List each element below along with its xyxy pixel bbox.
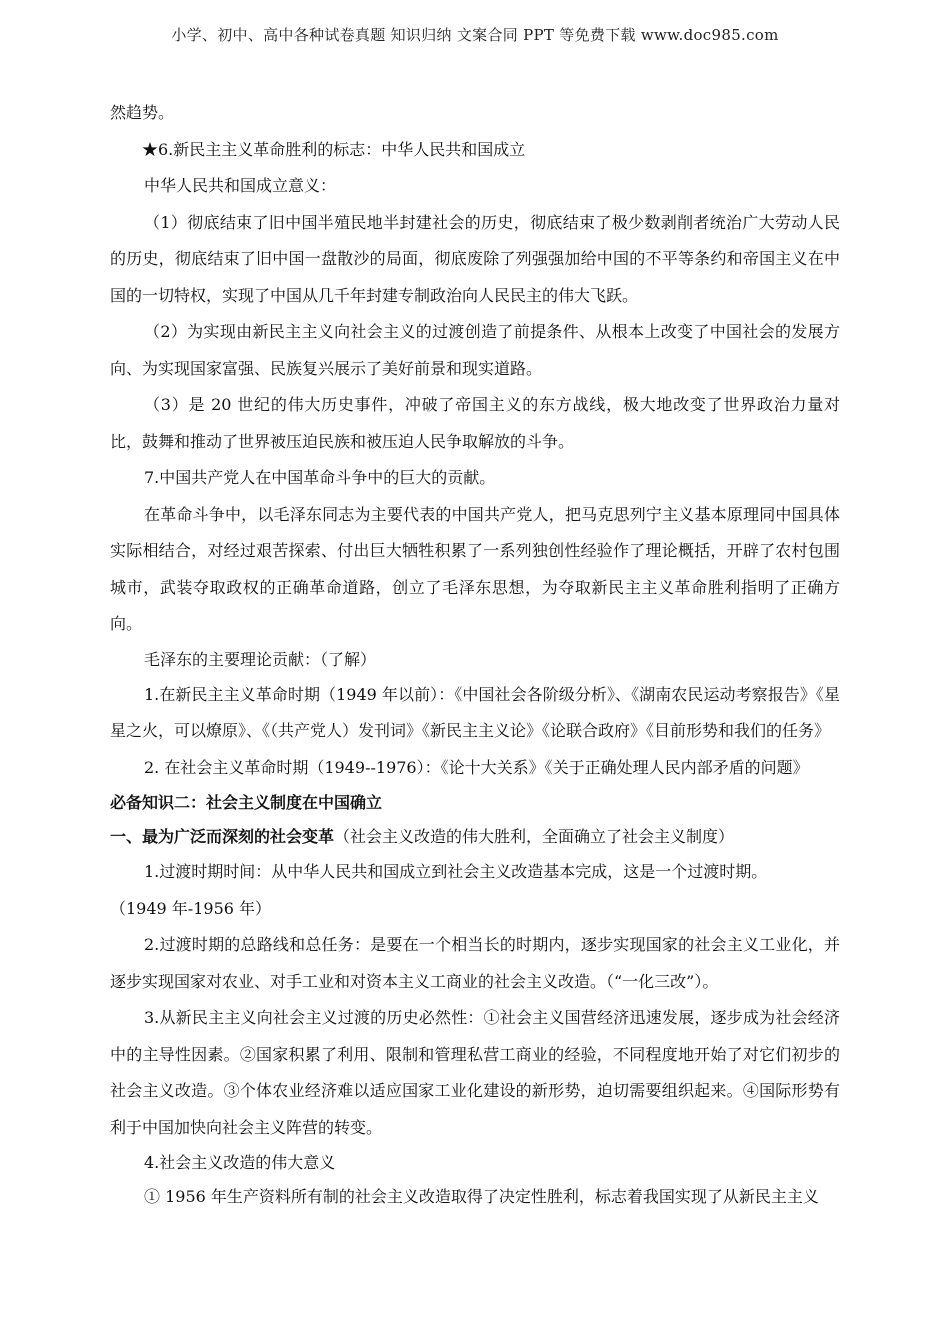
paragraph: 中华人民共和国成立意义： xyxy=(144,176,337,195)
subsection-title-note: （社会主义改造的伟大胜利，全面确立了社会主义制度） xyxy=(334,827,735,846)
paragraph: 然趋势。 xyxy=(110,103,175,122)
document-body xyxy=(110,95,840,1214)
section-heading: ★6.新民主主义革命胜利的标志：中华人民共和国成立 xyxy=(142,139,526,159)
section-heading: 7.中国共产党人在中国革命斗争中的巨大的贡献。 xyxy=(144,468,496,487)
subsection-title xyxy=(110,820,840,854)
paragraph: 2.过渡时期的总路线和总任务：是要在一个相当长的时期内，逐步实现国家的社会主义工业化，并逐步实现国家对农业、对手工业和对资本主义工商业的社会主义改造。（“一化三改”）。 xyxy=(110,935,840,991)
paragraph: （2）为实现由新民主主义向社会主义的过渡创造了前提条件、从根本上改变了中国社会的发展方向、为实现国家富强、民族复兴展示了美好前景和现实道路。 xyxy=(110,322,840,378)
paragraph: ① 1956 年生产资料所有制的社会主义改造取得了决定性胜利，标志着我国实现了从新民主主义 xyxy=(144,1187,819,1206)
paragraph: 在革命斗争中，以毛泽东同志为主要代表的中国共产党人，把马克思列宁主义基本原理同中国具体实际相结合，对经过艰苦探索、付出巨大牺牲积累了一系列独创性经验作了理论概括，开辟了农村包围城市，武装夺取政权的正确革命道路，创立了毛泽东思想，为夺取新民主主义革命胜利指明了正确方向。 xyxy=(110,504,840,633)
paragraph: 1.在新民主主义革命时期（1949 年以前）：《中国社会各阶级分析》、《湖南农民运动考察报告》《星星之火，可以燎原》、《（共产党人）发刊词》《新民主主义论》《论联合政府》《目前形势和我们的任务》 xyxy=(110,684,840,740)
paragraph: 毛泽东的主要理论贡献：（了解） xyxy=(144,649,377,669)
paragraph: 3.从新民主主义向社会主义过渡的历史必然性：①社会主义国营经济迅速发展，逐步成为社会经济中的主导性因素。②国家积累了利用、限制和管理私营工商业的经验，不同程度地开始了对它们初步的社会主义改造。③个体农业经济难以适应国家工业化建设的新形势，迫切需要组织起来。④国际形势有利于中国加快向社会主义阵营的转变。 xyxy=(110,1008,840,1137)
subsection-title-bold: 一、最为广泛而深刻的社会变革 xyxy=(110,827,335,846)
paragraph: 2. 在社会主义革命时期（1949--1976）：《论十大关系》《关于正确处理人民内部矛盾的问题》 xyxy=(144,757,809,777)
paragraph: 4.社会主义改造的伟大意义 xyxy=(144,1153,336,1172)
page-header: 小学、初中、高中各种试卷真题 知识归纳 文案合同 PPT 等免费下载 www.doc985.com xyxy=(171,26,779,44)
paragraph: 1.过渡时期时间：从中华人民共和国成立到社会主义改造基本完成，这是一个过渡时期。 xyxy=(144,862,768,881)
paragraph: （1949 年-1956 年） xyxy=(110,898,272,918)
paragraph: （1）彻底结束了旧中国半殖民地半封建社会的历史，彻底结束了极少数剥削者统治广大劳动人民的历史，彻底结束了旧中国一盘散沙的局面，彻底废除了列强强加给中国的不平等条约和帝国主义在中国的一切特权，实现了中国从几千年封建专制政治向人民民主的伟大飞跃。 xyxy=(110,212,840,305)
section-title: 必备知识二：社会主义制度在中国确立 xyxy=(110,793,383,812)
paragraph: （3）是 20 世纪的伟大历史事件，冲破了帝国主义的东方战线，极大地改变了世界政治力量对比，鼓舞和推动了世界被压迫民族和被压迫人民争取解放的斗争。 xyxy=(110,395,840,451)
